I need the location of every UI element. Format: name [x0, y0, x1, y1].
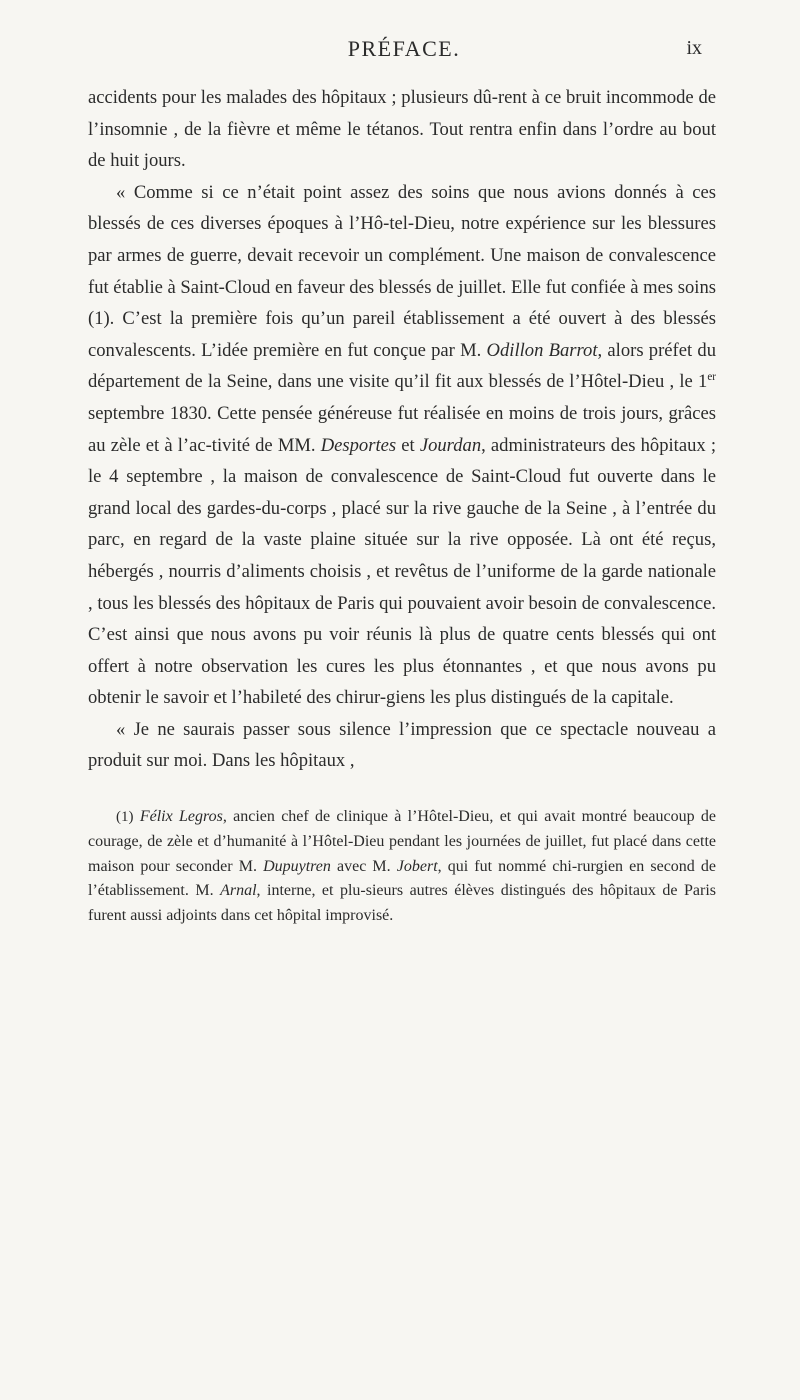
footnote-mark: (1)	[116, 809, 134, 826]
paragraph-2-text-3: septembre 1830. Cette pensée généreuse fut réalisée en moins de trois jours, grâces au zèle et à l’ac-tivité de MM.	[88, 402, 716, 456]
footnote-text-1: , ancien chef de clinique à l’Hôtel-Dieu, et qui avait montré beaucoup de courage, de zèle et d’humanité à l’Hôtel-Dieu pendant les journées de juillet, fut placé dans cette maison pour seconder M.	[88, 808, 717, 875]
footnote-text-3: , qui fut nommé chi-rurgien en second de l’établissement. M.	[88, 857, 717, 900]
paragraph-2-text-1: « Comme si ce n’était point assez des soins que nous avions donnés à ces blessés de ces diverses époques à l’Hô-tel-Dieu, notre expérience sur les blessures par armes de guerre, devait recevoir un complément. Une maison de convalescence fut établie à Saint-Cloud en faveur des blessés de juillet. Elle fut confiée à mes soins (1). C’est la première fois qu’un pareil établissement a été ouvert à des blessés convalescents. L’idée première en fut conçue par M.	[88, 181, 716, 361]
footnote	[88, 805, 716, 929]
running-head: PRÉFACE.	[347, 36, 461, 61]
person-name-desportes: Desportes	[320, 434, 397, 456]
paragraph-2-text-5: , administrateurs des hôpitaux ; le 4 septembre , la maison de convalescence de Saint-Cloud fut ouverte dans le grand local des gardes-du-corps , placé sur la rive gauche de la Seine , à l’entrée du parc, en regard de la vaste plaine située sur la rive opposée. Là ont été reçus, hébergés , nourris d’aliments choisis , et revêtus de l’uniforme de la garde nationale , tous les blessés des hôpitaux de Paris qui pouvaient avoir besoin de convalescence. C’est ainsi que nous avons pu voir réunis là plus de quatre cents blessés qui ont offert à notre observation les cures les plus étonnantes , et que nous avons pu obtenir le savoir et l’habileté des chirur-giens les plus distingués de la capitale.	[88, 434, 717, 709]
footnote-text-2: avec M.	[330, 857, 397, 875]
footnote-name-felix-legros: Félix Legros	[139, 808, 223, 826]
paragraph-2	[88, 177, 716, 714]
footnote-name-dupuytren: Dupuytren	[263, 857, 331, 875]
person-name-jourdan: Jourdan	[419, 434, 482, 456]
body-text	[88, 82, 716, 929]
paragraph-1: accidents pour les malades des hôpitaux ; plusieurs dû-rent à ce bruit incommode de l’insomnie , de la fièvre et même le tétanos. Tout rentra enfin dans l’ordre au bout de huit jours.	[88, 87, 716, 172]
ordinal-superscript: er	[707, 371, 716, 384]
paragraph-2-text-4: et	[396, 434, 420, 456]
footnote-name-jobert: Jobert	[396, 857, 438, 875]
paragraph-3: « Je ne saurais passer sous silence l’impression que ce spectacle nouveau a produit sur moi. Dans les hôpitaux ,	[88, 718, 716, 772]
person-name-odillon-barrot: Odillon Barrot	[486, 339, 598, 361]
footnote-name-arnal: Arnal	[220, 882, 257, 900]
page-number: ix	[686, 37, 702, 59]
footnote-text-4: , interne, et plu-sieurs autres élèves distingués des hôpitaux de Paris furent aussi adjoints dans cet hôpital improvisé.	[88, 882, 717, 925]
page-header	[88, 36, 720, 64]
paragraph-2-text-2: , alors préfet du département de la Seine, dans une visite qu’il fit aux blessés de l’Hôtel-Dieu , le 1	[88, 339, 716, 393]
